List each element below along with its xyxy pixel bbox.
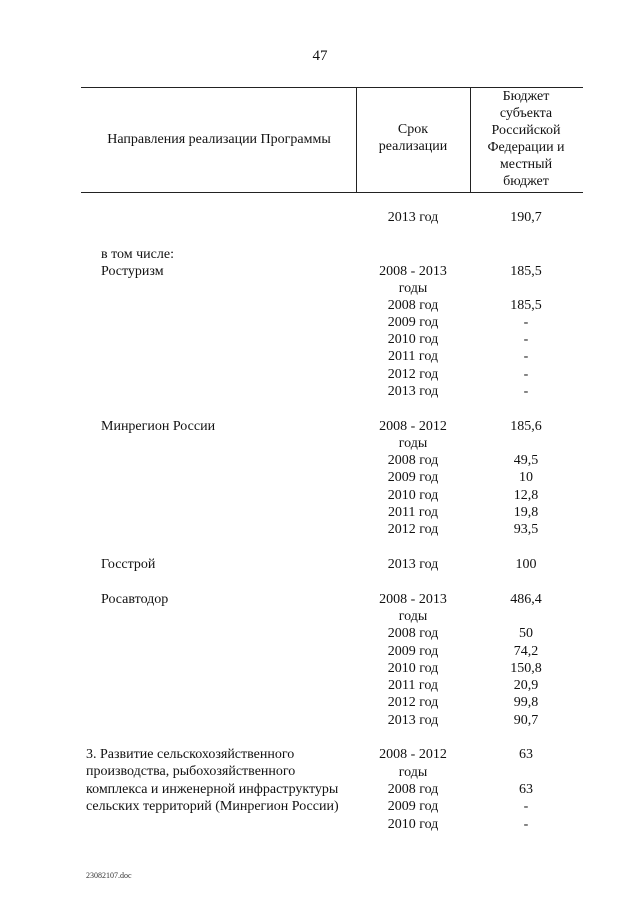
- row-value: 185,6: [510, 419, 542, 434]
- header-divider-2: [470, 87, 471, 192]
- row-term: 2012 год: [387, 695, 439, 710]
- row-term: годы: [398, 436, 428, 451]
- label-minregion: Минрегион России: [101, 419, 216, 434]
- row-value: -: [523, 332, 529, 347]
- row-term: 2008 год: [387, 298, 439, 313]
- row-value: 100: [515, 557, 537, 572]
- header-term: Срок реализации: [378, 122, 448, 154]
- row-term: 2008 - 2012: [379, 747, 447, 762]
- row-term: 2009 год: [387, 799, 439, 814]
- label-rosavtodor: Росавтодор: [101, 592, 169, 607]
- row-value: 190,7: [510, 210, 542, 225]
- row-term: 2010 год: [387, 332, 439, 347]
- row-term: 2008 - 2013: [379, 264, 447, 279]
- row-term: 2010 год: [387, 488, 439, 503]
- row-term: годы: [398, 281, 428, 296]
- row-term: 2010 год: [387, 661, 439, 676]
- row-value: -: [523, 349, 529, 364]
- row-term: 2009 год: [387, 470, 439, 485]
- row-term: 2013 год: [387, 210, 439, 225]
- row-value: 185,5: [510, 298, 542, 313]
- header-directions: Направления реализации Программы: [107, 132, 331, 147]
- row-term: 2009 год: [387, 644, 439, 659]
- label-rosturizm: Ростуризм: [101, 264, 164, 279]
- row-value: -: [523, 367, 529, 382]
- row-term: 2011 год: [387, 678, 439, 693]
- header-divider-1: [356, 87, 357, 192]
- row-term: 2012 год: [387, 367, 439, 382]
- row-value: 49,5: [513, 453, 539, 468]
- row-value: 99,8: [513, 695, 539, 710]
- row-value: -: [523, 799, 529, 814]
- row-term: 2013 год: [387, 557, 439, 572]
- row-term: 2008 год: [387, 626, 439, 641]
- row-term: 2008 - 2013: [379, 592, 447, 607]
- row-value: 12,8: [513, 488, 539, 503]
- row-value: -: [523, 315, 529, 330]
- row-term: 2013 год: [387, 384, 439, 399]
- row-value: 150,8: [510, 661, 542, 676]
- row-value: 486,4: [510, 592, 542, 607]
- page-number: 47: [312, 48, 328, 64]
- row-term: 2010 год: [387, 817, 439, 832]
- row-term: 2008 год: [387, 782, 439, 797]
- row-value: 20,9: [513, 678, 539, 693]
- row-value: 185,5: [510, 264, 542, 279]
- row-term: годы: [398, 765, 428, 780]
- header-bottom-rule: [81, 192, 583, 193]
- row-term: 2013 год: [387, 713, 439, 728]
- row-term: 2008 год: [387, 453, 439, 468]
- row-term: 2009 год: [387, 315, 439, 330]
- row-value: 90,7: [513, 713, 539, 728]
- row-value: 63: [519, 747, 533, 762]
- row-value: 10: [519, 470, 533, 485]
- header-budget: Бюджет субъекта Российской Федерации и местный бюджет: [487, 89, 565, 189]
- row-value: 63: [519, 782, 533, 797]
- row-value: -: [523, 817, 529, 832]
- row-term: 2008 - 2012: [379, 419, 447, 434]
- row-value: -: [523, 384, 529, 399]
- row-term: 2012 год: [387, 522, 439, 537]
- row-value: 50: [519, 626, 533, 641]
- section-3-title: 3. Развитие сельскохозяйственного производства, рыбохозяйственного комплекса и инженерной инфраструктуры сельских территорий (Минрегион России): [86, 747, 339, 815]
- row-term: 2011 год: [387, 349, 439, 364]
- label-gosstroy: Госстрой: [101, 557, 156, 572]
- label-including: в том числе:: [101, 247, 174, 262]
- footer-filename: 23082107.doc: [86, 871, 132, 880]
- row-value: 93,5: [513, 522, 539, 537]
- row-term: 2011 год: [387, 505, 439, 520]
- row-value: 74,2: [513, 644, 539, 659]
- row-value: 19,8: [513, 505, 539, 520]
- row-term: годы: [398, 609, 428, 624]
